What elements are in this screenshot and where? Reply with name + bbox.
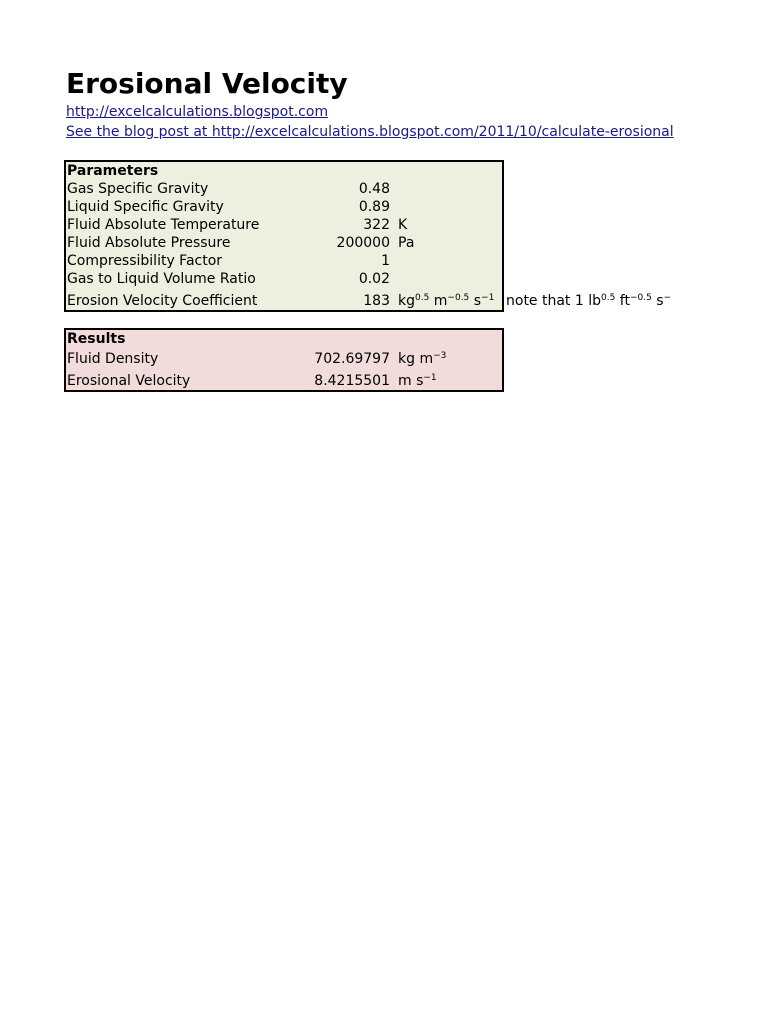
param-value[interactable]: 0.02 [358, 271, 390, 287]
unit-conversion-note: note that 1 $lb^{0.5}$ $ft^{-0.5}$ s− [506, 293, 672, 309]
param-value[interactable]: 183 [363, 293, 390, 309]
result-label: Erosional Velocity [67, 373, 191, 389]
result-unit: kg $m^{-3}$ [398, 351, 447, 367]
page-title: Erosional Velocity [66, 67, 348, 100]
home-link[interactable]: http://excelcalculations.blogspot.com [66, 104, 329, 120]
results-header: Results [67, 331, 126, 347]
result-label: Fluid Density [67, 351, 159, 367]
param-unit: Pa [398, 235, 415, 251]
param-value[interactable]: 1 [381, 253, 390, 269]
results-table [64, 328, 504, 392]
parameters-header: Parameters [67, 163, 159, 179]
param-unit: $kg^{0.5}$ $m^{-0.5}$ $s^{-1}$ [398, 293, 495, 309]
param-label: Erosion Velocity Coefficient [67, 293, 258, 309]
param-label: Gas Specific Gravity [67, 181, 209, 197]
result-value[interactable]: 8.4215501 [314, 373, 390, 389]
param-value[interactable]: 322 [363, 217, 390, 233]
param-value[interactable]: 0.89 [358, 199, 390, 215]
parameters-table [64, 160, 504, 312]
param-unit: K [398, 217, 408, 233]
param-value[interactable]: 0.48 [358, 181, 390, 197]
param-label: Gas to Liquid Volume Ratio [67, 271, 256, 287]
blog-post-link[interactable]: See the blog post at http://excelcalculations.blogspot.com/2011/10/calculate-erosional [66, 124, 674, 140]
param-label: Fluid Absolute Temperature [67, 217, 260, 233]
result-value[interactable]: 702.69797 [314, 351, 390, 367]
param-label: Liquid Specific Gravity [67, 199, 224, 215]
param-label: Compressibility Factor [67, 253, 223, 269]
result-unit: m $s^{-1}$ [398, 373, 437, 389]
param-value[interactable]: 200000 [336, 235, 390, 251]
param-label: Fluid Absolute Pressure [67, 235, 231, 251]
